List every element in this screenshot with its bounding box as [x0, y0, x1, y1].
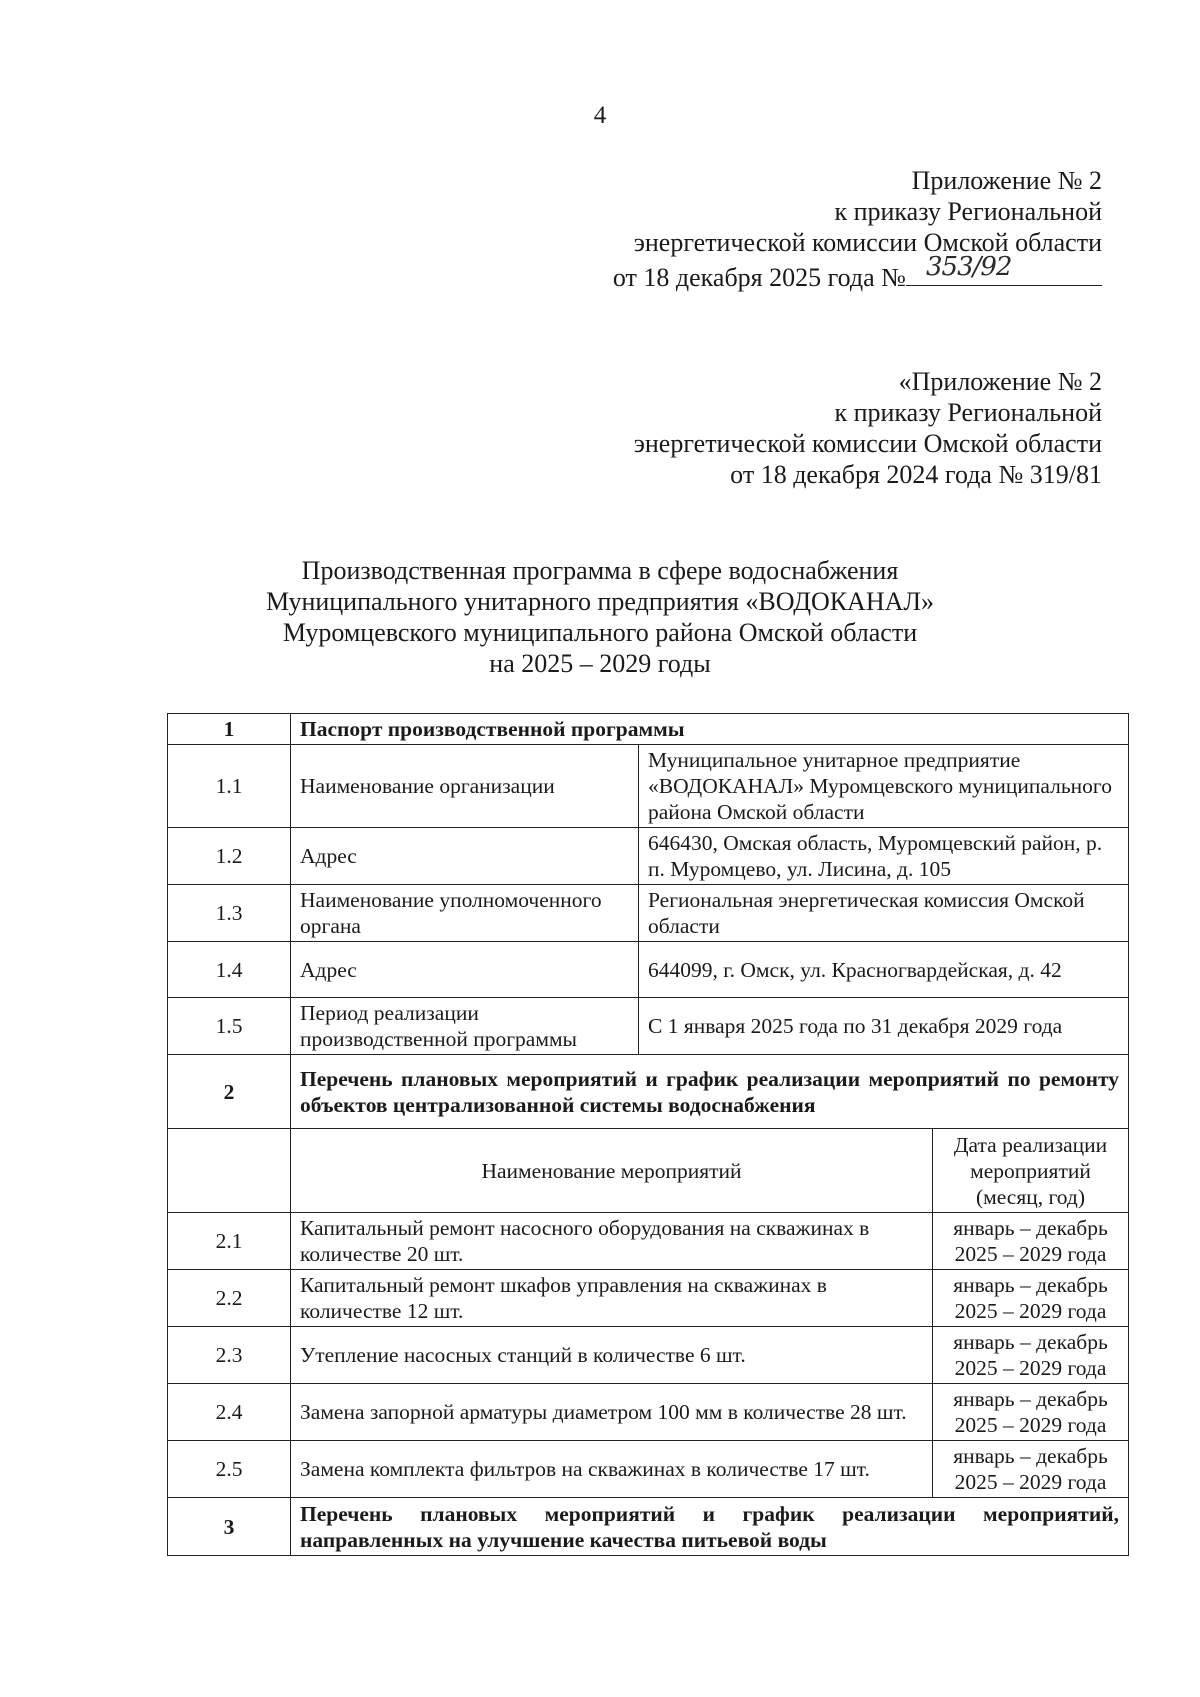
- row-label: Наименование организации: [291, 745, 639, 828]
- row-number: 2.1: [168, 1213, 291, 1270]
- measure-name: Замена запорной арматуры диаметром 100 мм в количестве 28 шт.: [291, 1384, 933, 1441]
- row-number: 1.4: [168, 942, 291, 998]
- order-date-line: [612, 252, 1102, 293]
- column-header-date: Дата реализации мероприятий (месяц, год): [933, 1129, 1129, 1213]
- table-row: [168, 1327, 1129, 1384]
- table-row: [168, 1384, 1129, 1441]
- appendix-header-line: энергетической комиссии Омской области: [633, 228, 1102, 257]
- row-value: 644099, г. Омск, ул. Красногвардейская, д. 42: [639, 942, 1129, 998]
- order-number-field: [906, 252, 1102, 286]
- section-title: Перечень плановых мероприятий и график реализации мероприятий по ремонту объектов централизованной системы водоснабжения: [291, 1055, 1129, 1129]
- table-row: [168, 942, 1129, 998]
- appendix-header-line: «Приложение № 2: [898, 367, 1102, 396]
- measure-name: Капитальный ремонт шкафов управления на скважинах в количестве 12 шт.: [291, 1270, 933, 1327]
- handwritten-order-number: 353/92: [926, 252, 1012, 282]
- measure-name: Замена комплекта фильтров на скважинах в количестве 17 шт.: [291, 1441, 933, 1498]
- row-label: Адрес: [291, 828, 639, 885]
- row-number: 2.3: [168, 1327, 291, 1384]
- title-line: на 2025 – 2029 годы: [489, 649, 711, 678]
- title-line: Муниципального унитарного предприятия «ВОДОКАНАЛ»: [265, 587, 935, 616]
- appendix-header-line: к приказу Региональной: [834, 197, 1102, 226]
- measure-date: январь – декабрь 2025 – 2029 года: [933, 1327, 1129, 1384]
- order-date-text: от 18 декабря 2025 года №: [612, 263, 906, 292]
- row-number: 1.5: [168, 998, 291, 1055]
- section-number: 3: [168, 1498, 291, 1556]
- row-number: 2.4: [168, 1384, 291, 1441]
- row-number: 1.1: [168, 745, 291, 828]
- measure-date: январь – декабрь 2025 – 2029 года: [933, 1213, 1129, 1270]
- section-number: 1: [168, 714, 291, 745]
- row-number: 2.5: [168, 1441, 291, 1498]
- row-value: 646430, Омская область, Муромцевский район, р. п. Муромцево, ул. Лисина, д. 105: [639, 828, 1129, 885]
- appendix-header-line: Приложение № 2: [911, 166, 1102, 195]
- column-header-name: Наименование мероприятий: [291, 1129, 933, 1213]
- production-program-table: [167, 713, 1129, 1556]
- column-header-row: [168, 1129, 1129, 1213]
- table-row: [168, 1441, 1129, 1498]
- section-title: Паспорт производственной программы: [291, 714, 1129, 745]
- row-label: Период реализации производственной программы: [291, 998, 639, 1055]
- appendix-header-new: [613, 165, 1102, 293]
- table-row: [168, 1213, 1129, 1270]
- measure-name: Капитальный ремонт насосного оборудования на скважинах в количестве 20 шт.: [291, 1213, 933, 1270]
- measure-date: январь – декабрь 2025 – 2029 года: [933, 1441, 1129, 1498]
- table-row: [168, 828, 1129, 885]
- page-number: 4: [593, 102, 607, 129]
- appendix-header-line: к приказу Региональной: [834, 398, 1102, 427]
- section-header-row: [168, 714, 1129, 745]
- table-row: [168, 1270, 1129, 1327]
- measure-date: январь – декабрь 2025 – 2029 года: [933, 1384, 1129, 1441]
- row-value: С 1 января 2025 года по 31 декабря 2029 года: [639, 998, 1129, 1055]
- table-row: [168, 998, 1129, 1055]
- title-line: Производственная программа в сфере водоснабжения: [301, 556, 899, 585]
- appendix-header-line: энергетической комиссии Омской области: [633, 429, 1102, 458]
- table-row: [168, 885, 1129, 942]
- appendix-header-old: [634, 366, 1102, 490]
- title-line: Муромцевского муниципального района Омской области: [282, 618, 918, 647]
- measure-name: Утепление насосных станций в количестве 6 шт.: [291, 1327, 933, 1384]
- row-label: Наименование уполномоченного органа: [291, 885, 639, 942]
- document-title: [0, 555, 1200, 679]
- row-number: 2.2: [168, 1270, 291, 1327]
- row-number: 1.3: [168, 885, 291, 942]
- row-value: Региональная энергетическая комиссия Омской области: [639, 885, 1129, 942]
- table-row: [168, 745, 1129, 828]
- row-value: Муниципальное унитарное предприятие «ВОДОКАНАЛ» Муромцевского муниципального района Омской области: [639, 745, 1129, 828]
- row-label: Адрес: [291, 942, 639, 998]
- section-number: 2: [168, 1055, 291, 1129]
- section-title: Перечень плановых мероприятий и график реализации мероприятий, направленных на улучшение качества питьевой воды: [291, 1498, 1129, 1556]
- appendix-header-line: от 18 декабря 2024 года № 319/81: [730, 460, 1102, 489]
- section-header-row: [168, 1498, 1129, 1556]
- section-header-row: [168, 1055, 1129, 1129]
- measure-date: январь – декабрь 2025 – 2029 года: [933, 1270, 1129, 1327]
- empty-cell: [168, 1129, 291, 1213]
- row-number: 1.2: [168, 828, 291, 885]
